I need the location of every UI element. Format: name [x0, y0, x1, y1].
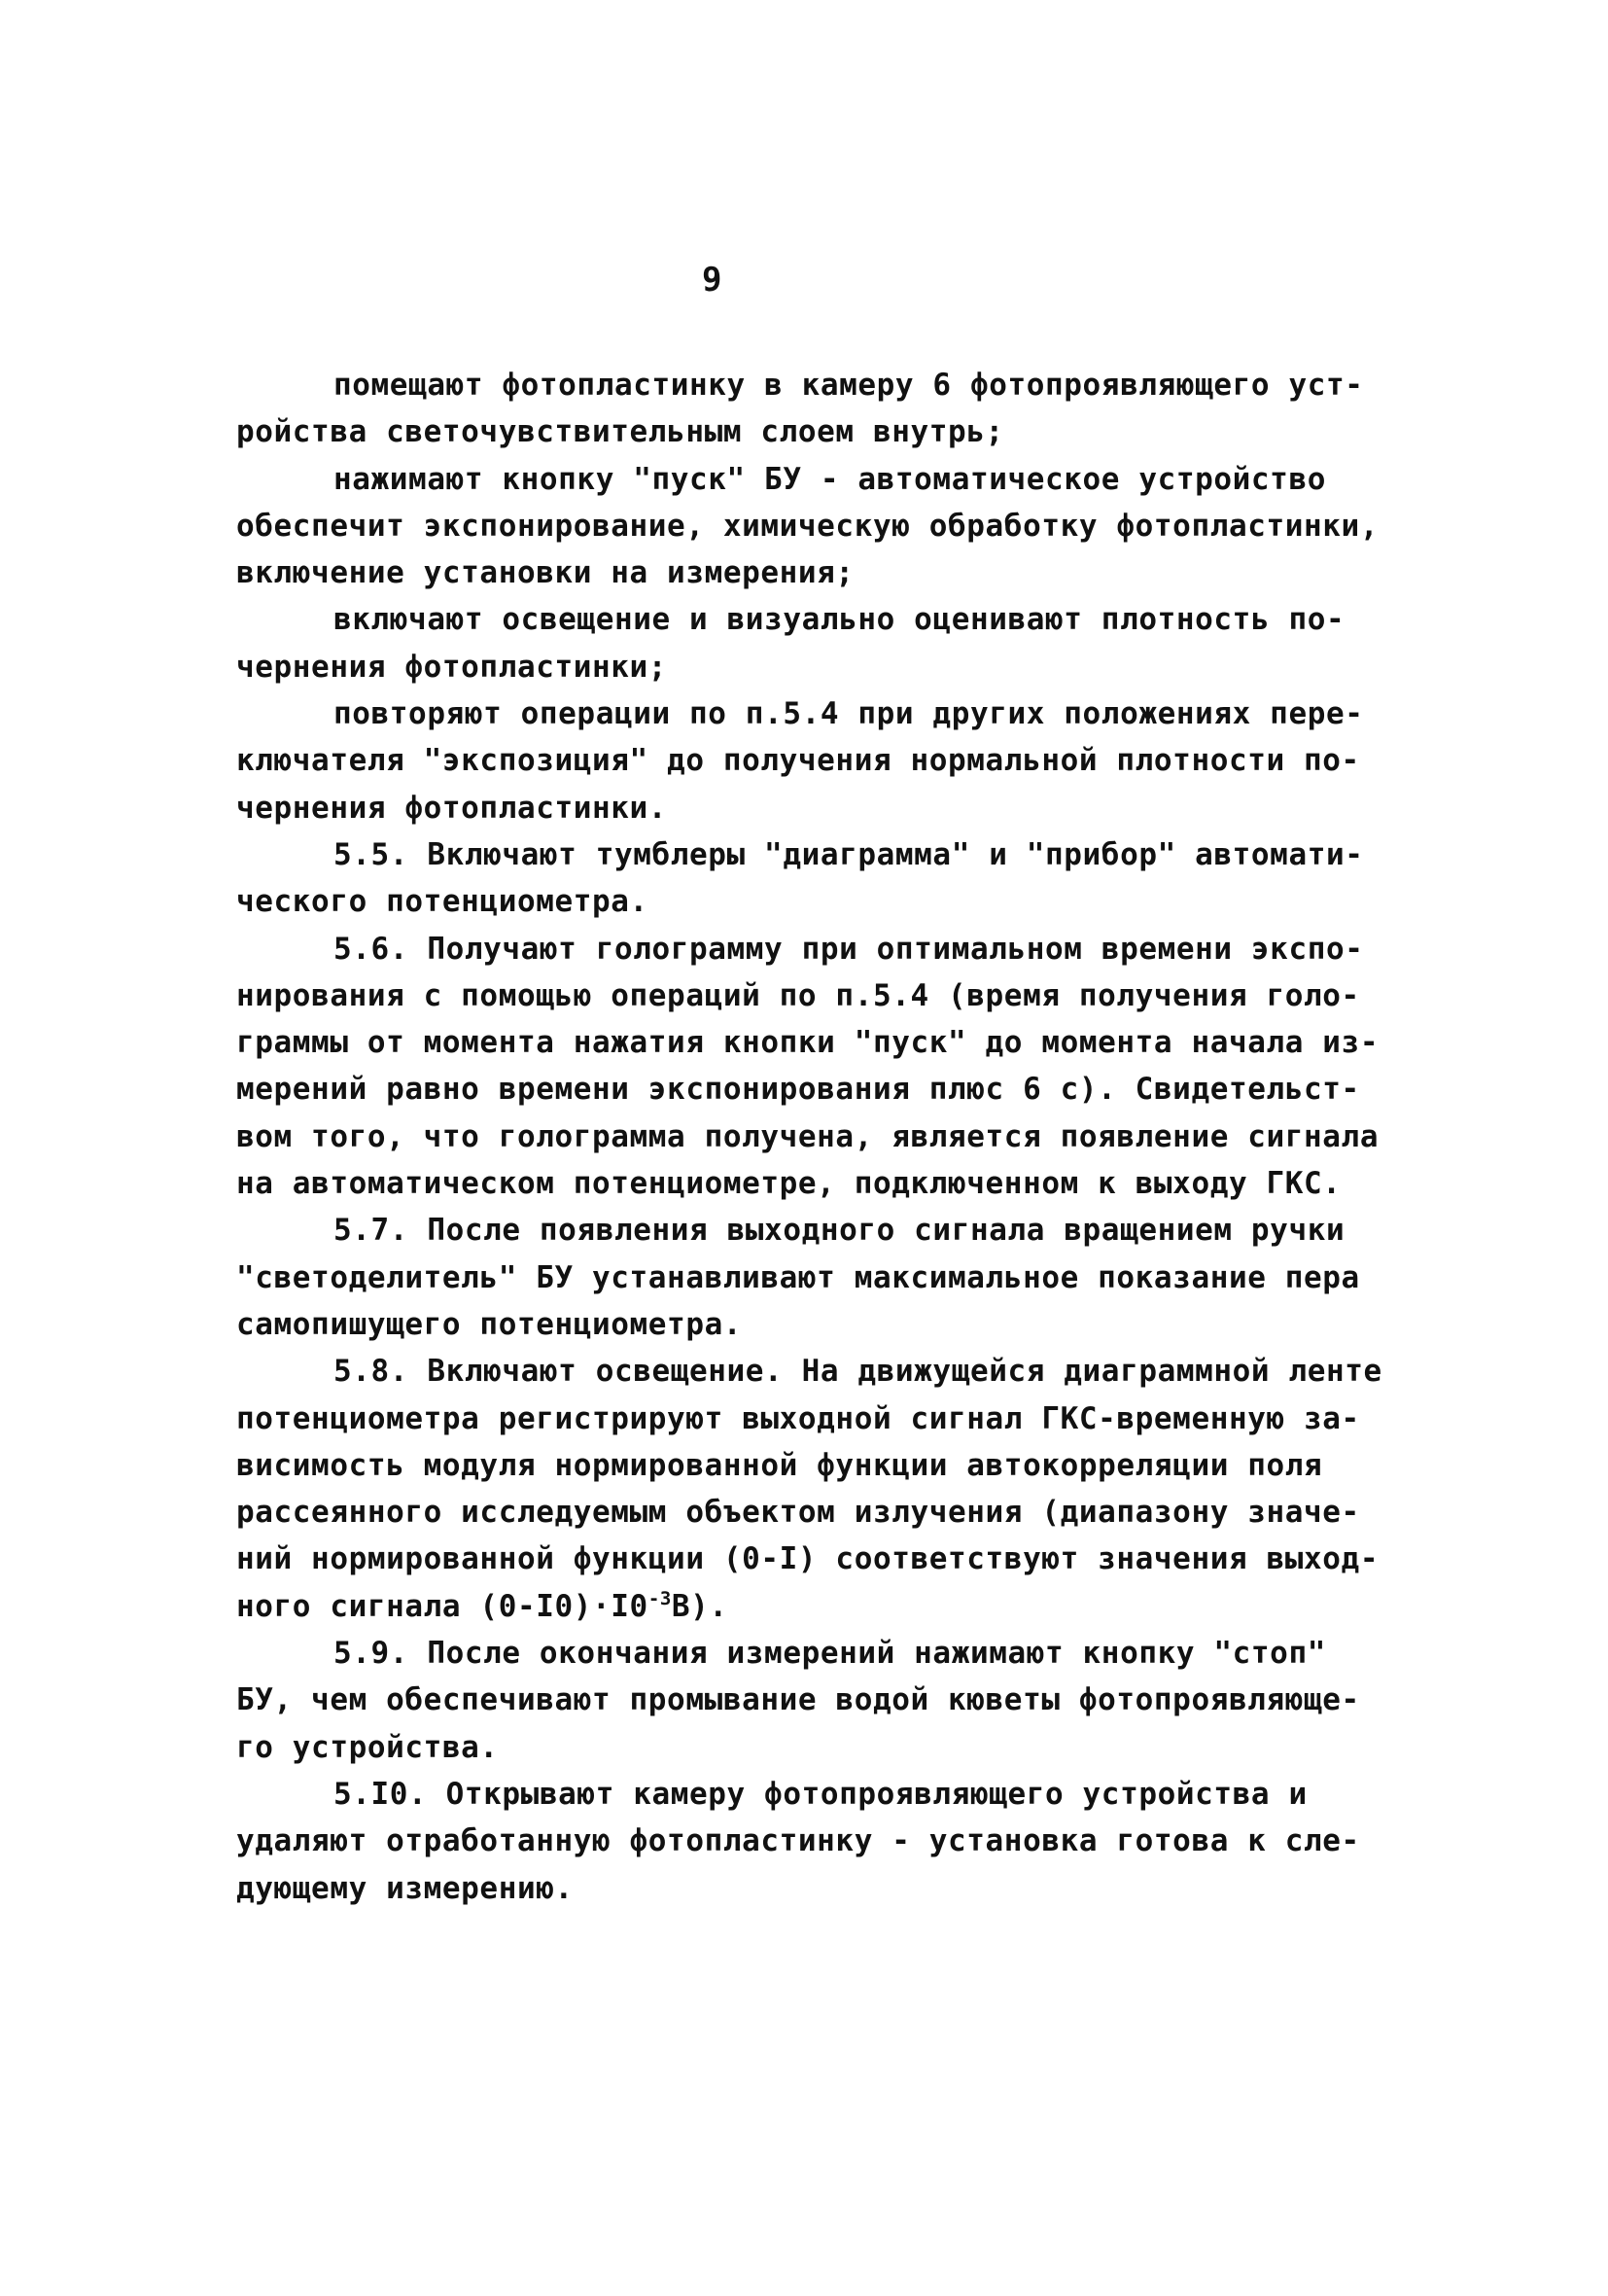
text-line [236, 972, 1403, 1019]
text-line-content: дующему измерению. [236, 1870, 574, 1906]
text-line [236, 1724, 1403, 1771]
text-line [236, 549, 1403, 596]
text-line-content: 5.6. Получают голограмму при оптимальном времени экспо- [333, 931, 1364, 967]
text-line-content: обеспечит экспонирование, химическую обработку фотопластинки, [236, 508, 1380, 544]
text-line [236, 1442, 1403, 1489]
text-line-content: удаляют отработанную фотопластинку - установка готова к сле- [236, 1823, 1360, 1859]
text-line [236, 1630, 1403, 1677]
text-line [236, 1489, 1403, 1536]
text-line-content: чернения фотопластинки. [236, 790, 668, 826]
text-line-content: БУ, чем обеспечивают промывание водой кюветы фотопроявляюще- [236, 1682, 1360, 1718]
text-line [236, 644, 1403, 690]
text-line-content: помещают фотопластинку в камеру 6 фотопроявляющего уст- [333, 368, 1364, 403]
text-line-content: го устройства. [236, 1729, 499, 1765]
text-line-content: ческого потенциометра. [236, 884, 648, 920]
text-line-content: потенциометра регистрируют выходной сигнал ГКС-временную за- [236, 1400, 1360, 1436]
text-line [236, 1818, 1403, 1864]
text-line [236, 737, 1403, 784]
text-line-content: "светоделитель" БУ устанавливают максимальное показание пера [236, 1259, 1360, 1295]
superscript-exponent: -3 [647, 1587, 672, 1609]
text-line [236, 1254, 1403, 1301]
text-line-content: 5.7. После появления выходного сигнала вращением ручки [333, 1213, 1346, 1249]
text-line-content: включение установки на измерения; [236, 555, 855, 591]
text-line [236, 1583, 1403, 1630]
text-line [236, 1395, 1403, 1442]
text-line-unit: В). [671, 1588, 728, 1624]
text-line [236, 785, 1403, 831]
text-line [236, 1160, 1403, 1207]
text-line [236, 596, 1403, 643]
text-line-content: 5.I0. Открывают камеру фотопроявляющего устройства и [333, 1776, 1308, 1812]
text-line-content: нирования с помощью операций по п.5.4 (время получения голо- [236, 977, 1360, 1013]
text-line [236, 690, 1403, 737]
text-line [236, 1865, 1403, 1912]
text-line [236, 1536, 1403, 1582]
text-line-content: ний нормированной функции (0-I) соответствуют значения выход- [236, 1541, 1380, 1577]
text-line-content: самопишущего потенциометра. [236, 1306, 743, 1342]
text-line-content: 5.8. Включают освещение. На движущейся диаграммной ленте [333, 1354, 1382, 1390]
text-line [236, 1019, 1403, 1066]
text-line-content: мерений равно времени экспонирования плюс 6 с). Свидетельст- [236, 1072, 1360, 1108]
text-line-content: нажимают кнопку "пуск" БУ - автоматическое устройство [333, 461, 1326, 497]
text-line [236, 1348, 1403, 1395]
text-line-content: ного сигнала (0-I0)·I0 [236, 1588, 648, 1624]
text-line [236, 1301, 1403, 1348]
body-text [236, 362, 1403, 1912]
text-line-content: висимость модуля нормированной функции автокорреляции поля [236, 1447, 1323, 1483]
text-line-content: включают освещение и визуально оценивают плотность по- [333, 602, 1346, 638]
text-line-content: граммы от момента нажатия кнопки "пуск" до момента начала из- [236, 1025, 1380, 1061]
text-line [236, 408, 1403, 455]
text-line-content: на автоматическом потенциометре, подключенном к выходу ГКС. [236, 1166, 1342, 1202]
text-line [236, 1066, 1403, 1113]
text-line [236, 1207, 1403, 1254]
text-line-content: 5.9. После окончания измерений нажимают кнопку "стоп" [333, 1636, 1326, 1672]
text-line [236, 362, 1403, 408]
text-line-content: 5.5. Включают тумблеры "диаграмма" и "прибор" автомати- [333, 836, 1364, 872]
text-line [236, 456, 1403, 503]
text-line [236, 503, 1403, 549]
text-line-content: ройства светочувствительным слоем внутрь; [236, 414, 1004, 450]
text-line-content: повторяют операции по п.5.4 при других положениях пере- [333, 696, 1364, 732]
text-line [236, 1771, 1403, 1818]
page-number: 9 [702, 261, 722, 300]
text-line [236, 926, 1403, 972]
text-line [236, 878, 1403, 925]
text-line [236, 1113, 1403, 1160]
text-line-content: чернения фотопластинки; [236, 649, 668, 685]
text-line [236, 1677, 1403, 1723]
text-line-content: вом того, что голограмма получена, является появление сигнала [236, 1118, 1380, 1154]
text-line-content: ключателя "экспозиция" до получения нормальной плотности по- [236, 743, 1360, 779]
text-line [236, 831, 1403, 878]
text-line-content: рассеянного исследуемым объектом излучения (диапазону значе- [236, 1495, 1360, 1531]
